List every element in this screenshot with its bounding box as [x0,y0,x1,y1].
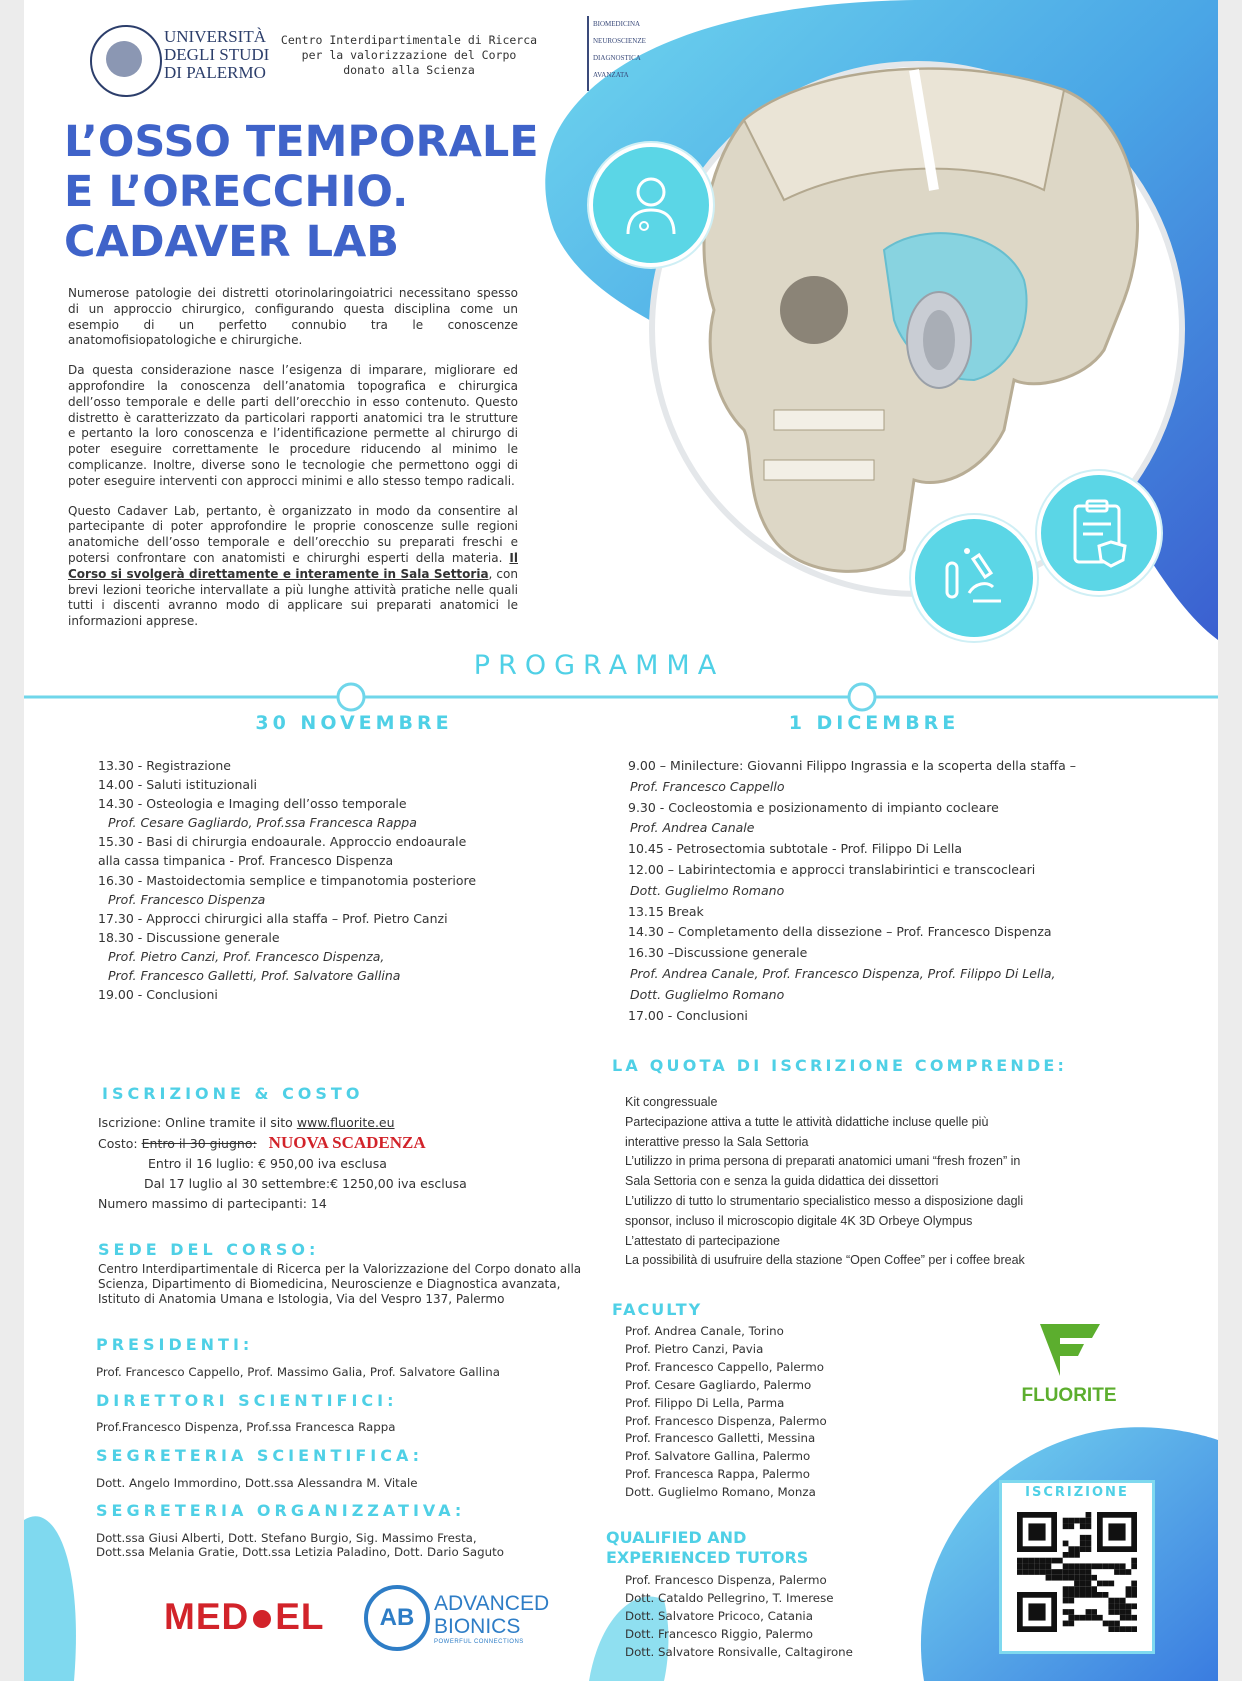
segreteria-scientifica-text: Dott. Angelo Immordino, Dott.ssa Alessandra M. Vitale [96,1476,418,1490]
schedule-line: 14.30 - Osteologia e Imaging dell’osso temporale [98,796,407,812]
qr-code-card[interactable] [999,1480,1155,1654]
university-seal [90,25,162,97]
doctor-icon [589,143,713,267]
clipboard-icon [1037,471,1161,595]
max-participants: Numero massimo di partecipanti: 14 [98,1196,327,1211]
schedule-line: 12.00 – Labirintectomia e approcci translabirintici e transcocleari [628,861,1036,877]
medel-part-a: MED [164,1596,250,1637]
faculty-heading: FACULTY [612,1300,703,1319]
sede-text: Centro Interdipartimentale di Ricerca per la Valorizzazione del Corpo donato alla Scienza, Dipartimento di Biomedicina, Neuroscienze e Diagnostica avanzata, Istituto di Anatomia Umana e Istologia, Via del Vespro 137, Palermo [98,1262,582,1306]
intro-p3-highlight: Il Corso si svolgerà direttamente e interamente in Sala Settoria [68,550,518,581]
tutor-member: Dott. Salvatore Pricoco, Catania [625,1609,813,1623]
schedule-line: 15.30 - Basi di chirurgia endoaurale. Approccio endoaurale [98,834,467,850]
faculty-member: Prof. Pietro Canzi, Pavia [625,1341,764,1356]
segreteria-org-line-1: Dott.ssa Giusi Alberti, Dott. Stefano Burgio, Sig. Massimo Fresta, [96,1531,477,1545]
ab-tagline: POWERFUL CONNECTIONS [434,1639,524,1645]
quota-item: Partecipazione attiva a tutte le attività didattiche incluse quelle più [625,1114,989,1129]
bottom-left-blob [24,1516,76,1681]
schedule-line: 13.30 - Registrazione [98,758,231,773]
price-early: Entro il 16 luglio: € 950,00 iva esclusa [148,1156,387,1171]
old-deadline: Entro il 30 giugno: [141,1136,257,1151]
day1-heading: 30 NOVEMBRE [255,712,453,734]
iscrizione-heading: ISCRIZIONE & COSTO [102,1084,364,1103]
quota-item: L’attestato di partecipazione [625,1233,780,1248]
faculty-member: Dott. Guglielmo Romano, Monza [625,1485,816,1500]
day2-schedule [628,758,1168,1028]
direttori-text: Prof.Francesco Dispenza, Prof.ssa Francesca Rappa [96,1420,396,1434]
tutors-list [625,1571,945,1661]
schedule-line: Prof. Francesco Cappello [630,778,785,794]
price-late: Dal 17 luglio al 30 settembre:€ 1250,00 iva esclusa [144,1176,467,1191]
segreteria-organizzativa-heading: SEGRETERIA ORGANIZZATIVA: [96,1501,466,1520]
ab-line-2: BIONICS [434,1615,521,1638]
center-line-3: donato alla Scienza [343,63,475,77]
title-line-2: E L’ORECCHIO. [64,167,409,217]
fluorite-wordmark: FLUORITE [1021,1385,1117,1406]
intro-p3-c: , con brevi lezioni teoriche intervallate a più lunghe attività pratiche nelle quali tutti i discenti avranno modo di applicare sui preparati anatomici le informazioni apprese. [68,566,518,629]
center-line-2: per la valorizzazione del Corpo [301,48,517,62]
quota-heading: LA QUOTA DI ISCRIZIONE COMPRENDE: [612,1056,1068,1075]
schedule-line: Prof. Cesare Gagliardo, Prof.ssa Francesca Rappa [108,815,417,831]
iscrizione-online-label: Iscrizione: Online tramite il sito [98,1115,297,1130]
microscope-icon [911,515,1037,641]
university-name [164,28,269,82]
schedule-line: Prof. Francesco Dispenza [108,891,266,907]
tutor-member: Prof. Francesco Dispenza, Palermo [625,1573,827,1587]
poster [24,0,1218,1681]
schedule-line: 17.00 - Conclusioni [628,1007,748,1023]
schedule-line: Dott. Guglielmo Romano [630,986,785,1002]
segreteria-organizzativa-text [96,1531,504,1559]
center-name [264,33,554,78]
center-line-1: Centro Interdipartimentale di Ricerca [280,33,538,47]
day1-schedule [98,758,558,1006]
schedule-line: 16.30 - Mastoidectomia semplice e timpanotomia posteriore [98,872,477,888]
title-line-1: L’OSSO TEMPORALE [64,117,539,167]
segreteria-org-line-2: Dott.ssa Melania Gratie, Dott.ssa Letizia Paladino, Dott. Dario Saguto [96,1545,504,1559]
tutor-member: Dott. Francesco Riggio, Palermo [625,1627,814,1641]
faculty-member: Prof. Andrea Canale, Torino [625,1324,784,1338]
schedule-line: Prof. Pietro Canzi, Prof. Francesco Dispenza, [108,948,385,964]
bnd-line-4: AVANZATA [593,71,629,79]
quota-item: L’utilizzo in prima persona di preparati anatomici umani “fresh frozen” in [625,1154,1021,1169]
university-line-3: DI PALERMO [164,63,266,82]
schedule-line: alla cassa timpanica - Prof. Francesco Dispenza [98,853,394,869]
ab-line-1: ADVANCED [434,1592,550,1615]
advanced-bionics-name [434,1592,549,1646]
programma-heading: PROGRAMMA [473,650,725,681]
qr-code[interactable] [1017,1512,1137,1632]
intro-paragraph-2: Da questa considerazione nasce l’esigenza di imparare, migliorare ed approfondire la conoscenza dell’anatomia topografica e chirurgica dell’osso temporale e delle parti dell’orecchio in esso contenuto. Questo distretto è caratterizzato da particolari rapporti anatomici tra le strutture e pertanto la loro conoscenza e l’identificazione permette al chirurgo di poter eseguire correttamente le procedure riducendo al minimo le complicanze. Inoltre, diverse sono le tecnologie che permettono oggi di poter eseguire interventi con approcci minimi e allo stesso tempo radicali. [68,363,518,488]
quota-item: L’utilizzo di tutto lo strumentario specialistico messo a disposizione dagli [625,1193,1024,1208]
title-line-3: CADAVER LAB [64,217,400,267]
faculty-list [625,1323,945,1502]
bnd-line-2: NEUROSCIENZE [593,37,646,45]
faculty-member: Prof. Filippo Di Lella, Parma [625,1395,785,1410]
schedule-line: 14.30 – Completamento della dissezione – Prof. Francesco Dispenza [628,924,1052,940]
costo-label: Costo: [98,1136,142,1151]
new-deadline-stamp: NUOVA SCADENZA [268,1133,426,1152]
intro-p3-a: Questo Cadaver Lab, pertanto, è organizzato in modo da consentire al partecipante di poter approfondire le proprie conoscenze sulle regioni anatomiche dell’osso temporale e dell’orecchio su preparati freschi e potersi confrontare con anatomisti e chirurghi esperti della materia. [68,503,518,565]
faculty-member: Prof. Francesco Dispenza, Palermo [625,1413,827,1428]
schedule-line: 9.30 - Cocleostomia e posizionamento di impianto cocleare [628,799,999,815]
quota-item: Sala Settoria con e senza la guida didattica dei dissettori [625,1174,939,1189]
schedule-line: Prof. Andrea Canale [630,820,755,836]
schedule-line: Prof. Andrea Canale, Prof. Francesco Dispenza, Prof. Filippo Di Lella, [630,965,1056,981]
bnd-line-1: BIOMEDICINA [593,20,641,28]
university-line-1: UNIVERSITÀ [164,27,266,46]
iscrizione-block [98,1113,598,1214]
presidenti-text: Prof. Francesco Cappello, Prof. Massimo Galia, Prof. Salvatore Gallina [96,1365,500,1379]
schedule-line: 19.00 - Conclusioni [98,987,218,1003]
segreteria-scientifica-heading: SEGRETERIA SCIENTIFICA: [96,1446,424,1465]
sede-heading: SEDE DEL CORSO: [98,1240,320,1259]
schedule-line: 18.30 - Discussione generale [98,929,280,945]
tutors-heading-line-1: QUALIFIED AND [606,1528,747,1547]
quota-list [625,1093,1145,1271]
intro-paragraph-1: Numerose patologie dei distretti otorinolaringoiatrici necessitano spesso di un approccio chirurgico, configurando questa disciplina come un esempio di un perfetto connubio tra le conoscenze anatomofisiopatologiche e chirurgiche. [68,286,518,348]
fluorite-f-icon [1036,1320,1104,1378]
schedule-line: 10.45 - Petrosectomia subtotale - Prof. Filippo Di Lella [628,841,963,857]
quota-item: interattive presso la Sala Settoria [625,1134,809,1149]
intro-text [68,286,518,644]
faculty-member: Prof. Francesco Cappello, Palermo [625,1359,825,1374]
faculty-member: Prof. Francesca Rappa, Palermo [625,1467,810,1482]
direttori-heading: DIRETTORI SCIENTIFICI: [96,1391,398,1410]
advanced-bionics-mark: AB [364,1585,430,1651]
schedule-line: Prof. Francesco Galletti, Prof. Salvatore Gallina [108,968,401,984]
schedule-line: 16.30 –Discussione generale [628,945,808,961]
presidenti-heading: PRESIDENTI: [96,1335,254,1354]
tutor-member: Dott. Cataldo Pellegrino, T. Imerese [625,1591,834,1605]
bnd-logo [587,16,659,91]
tutors-heading-line-2: EXPERIENCED TUTORS [606,1548,809,1567]
quota-item: Kit congressuale [625,1095,718,1109]
schedule-line: Dott. Guglielmo Romano [630,882,785,898]
faculty-member: Prof. Cesare Gagliardo, Palermo [625,1377,812,1392]
schedule-line: 13.15 Break [628,903,704,919]
main-title [64,117,539,267]
medel-logo [164,1596,325,1638]
faculty-member: Prof. Salvatore Gallina, Palermo [625,1449,811,1464]
tutor-member: Dott. Salvatore Ronsivalle, Caltagirone [625,1645,853,1659]
day2-heading: 1 DICEMBRE [788,712,960,734]
tutors-heading [606,1528,808,1568]
schedule-line: 9.00 – Minilecture: Giovanni Filippo Ingrassia e la scoperta della staffa – [628,758,1076,773]
faculty-member: Prof. Francesco Galletti, Messina [625,1431,816,1446]
university-line-2: DEGLI STUDI [164,45,270,64]
medel-part-b: EL [275,1596,325,1637]
schedule-line: 14.00 - Saluti istituzionali [98,777,257,793]
quota-item: sponsor, incluso il microscopio digitale 4K 3D Orbeye Olympus [625,1213,973,1228]
schedule-line: 17.30 - Approcci chirurgici alla staffa – Prof. Pietro Canzi [98,910,448,926]
timeline-node-2 [849,684,875,710]
bnd-line-3: DIAGNOSTICA [593,54,641,62]
quota-item: La possibilità di usufruire della stazione “Open Coffee” per i coffee break [625,1253,1025,1268]
intro-paragraph-3 [68,504,518,630]
timeline-node-1 [338,684,364,710]
qr-label: ISCRIZIONE [1025,1485,1129,1500]
fluorite-site-link[interactable]: www.fluorite.eu [296,1115,395,1130]
